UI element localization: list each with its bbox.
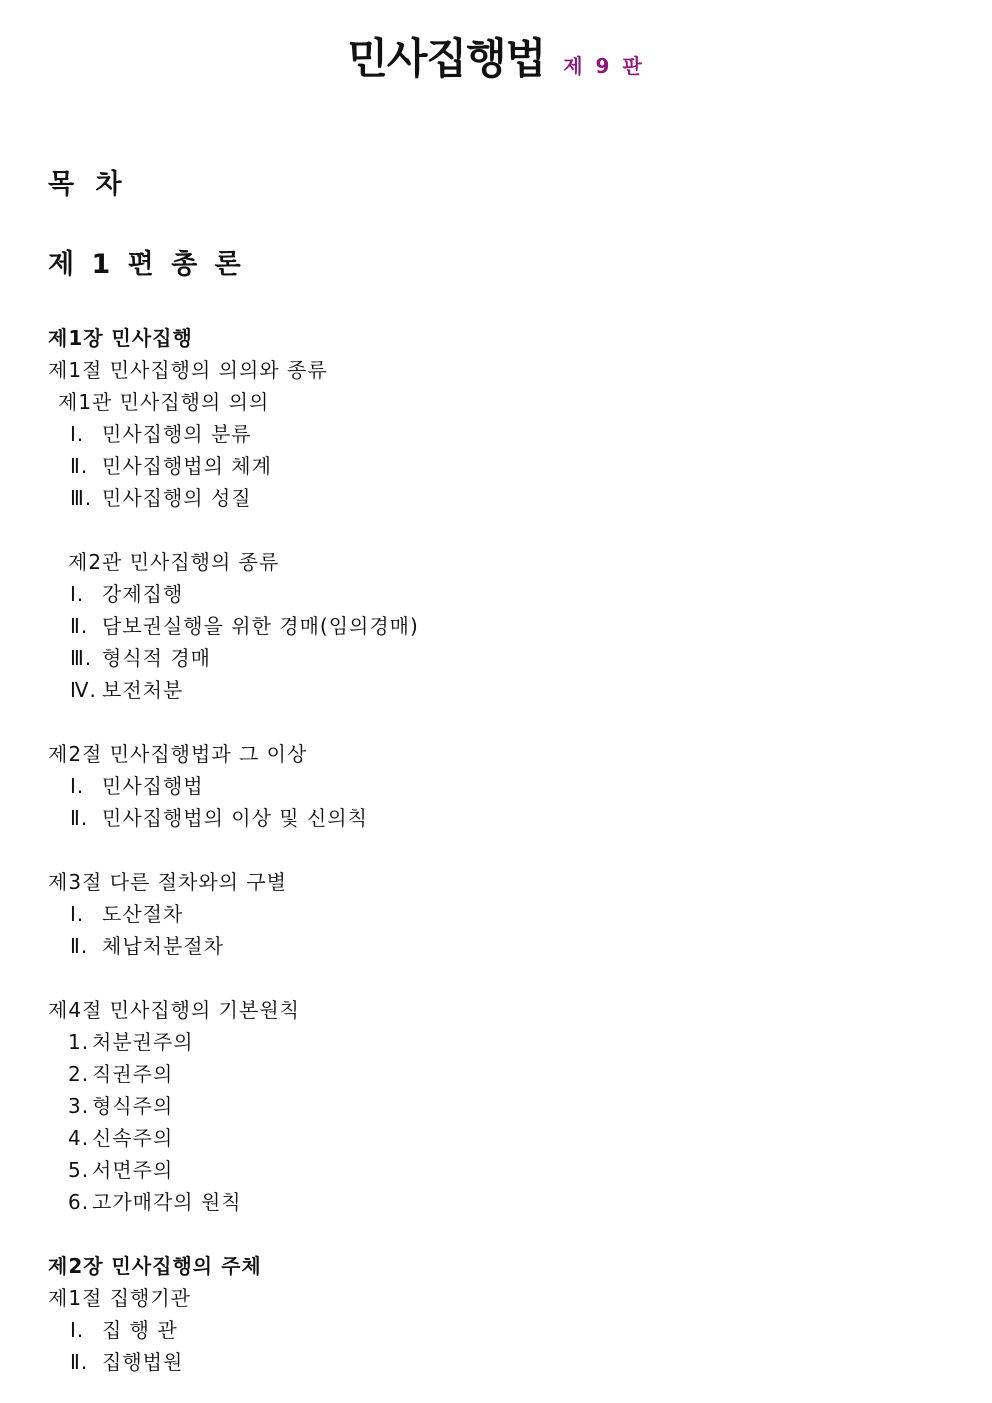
section-title: 제2절 민사집행법과 그 이상	[48, 742, 308, 766]
section-title: 제3절 다른 절차와의 구별	[48, 870, 287, 894]
toc-item	[0, 1058, 992, 1090]
toc-item	[0, 482, 992, 514]
toc-item	[0, 642, 992, 674]
toc-item-label: 도산절차	[102, 902, 184, 926]
number-marker: 2.	[68, 1062, 90, 1086]
spacer	[0, 834, 992, 866]
roman-marker: Ⅱ.	[70, 1350, 89, 1374]
toc-item-label: 신속주의	[92, 1126, 174, 1150]
spacer	[0, 1218, 992, 1250]
subsection-title: 제2관 민사집행의 종류	[68, 550, 280, 574]
toc-list	[0, 322, 992, 1378]
roman-marker: Ⅰ.	[70, 1318, 85, 1342]
roman-marker: Ⅳ.	[70, 678, 97, 702]
toc-item-label: 직권주의	[92, 1062, 174, 1086]
toc-item-label: 강제집행	[102, 582, 184, 606]
spacer	[0, 706, 992, 738]
roman-marker: Ⅰ.	[70, 422, 85, 446]
part-heading: 제 1 편 총 론	[48, 249, 245, 280]
toc-item	[0, 1090, 992, 1122]
chapter-title: 제1장 민사집행	[48, 326, 193, 350]
toc-item	[0, 610, 992, 642]
title-block	[0, 26, 992, 86]
section-title: 제1절 집행기관	[48, 1286, 192, 1310]
toc-item-label: 보전처분	[102, 678, 184, 702]
toc-item-label: 형식주의	[92, 1094, 174, 1118]
book-title: 민사집행법	[347, 34, 546, 83]
toc-item	[0, 1186, 992, 1218]
chapter-title: 제2장 민사집행의 주체	[48, 1254, 262, 1278]
toc-item	[0, 1346, 992, 1378]
roman-marker: Ⅰ.	[70, 902, 85, 926]
toc-item-label: 민사집행의 분류	[102, 422, 252, 446]
toc-item-label: 형식적 경매	[102, 646, 211, 670]
toc-item	[0, 1026, 992, 1058]
toc-item	[0, 578, 992, 610]
subsection-title: 제1관 민사집행의 의의	[58, 390, 270, 414]
toc-item	[0, 450, 992, 482]
toc-item-label: 민사집행법	[102, 774, 204, 798]
toc-item-label: 집 행 관	[102, 1318, 178, 1342]
toc-item-label: 처분권주의	[92, 1030, 194, 1054]
toc-item	[0, 1154, 992, 1186]
toc-item-label: 민사집행의 성질	[102, 486, 252, 510]
roman-marker: Ⅱ.	[70, 454, 89, 478]
toc-item-label: 집행법원	[102, 1350, 184, 1374]
roman-marker: Ⅲ.	[70, 646, 93, 670]
roman-marker: Ⅰ.	[70, 582, 85, 606]
toc-item-label: 민사집행법의 이상 및 신의칙	[102, 806, 368, 830]
roman-marker: Ⅲ.	[70, 486, 93, 510]
section-title: 제4절 민사집행의 기본원칙	[48, 998, 300, 1022]
toc-item-label: 민사집행법의 체계	[102, 454, 272, 478]
toc-heading: 목 차	[48, 169, 128, 200]
number-marker: 5.	[68, 1158, 90, 1182]
toc-item-label: 고가매각의 원칙	[92, 1190, 242, 1214]
toc-item	[0, 770, 992, 802]
section-title: 제1절 민사집행의 의의와 종류	[48, 358, 328, 382]
edition-label: 제 9 판	[563, 54, 645, 78]
toc-item	[0, 930, 992, 962]
toc-item-label: 서면주의	[92, 1158, 174, 1182]
roman-marker: Ⅱ.	[70, 806, 89, 830]
number-marker: 4.	[68, 1126, 90, 1150]
number-marker: 1.	[68, 1030, 90, 1054]
toc-item	[0, 898, 992, 930]
roman-marker: Ⅱ.	[70, 934, 89, 958]
spacer	[0, 962, 992, 994]
roman-marker: Ⅰ.	[70, 774, 85, 798]
number-marker: 6.	[68, 1190, 90, 1214]
toc-item	[0, 418, 992, 450]
spacer	[0, 514, 992, 546]
number-marker: 3.	[68, 1094, 90, 1118]
roman-marker: Ⅱ.	[70, 614, 89, 638]
toc-item	[0, 1122, 992, 1154]
toc-item-label: 담보권실행을 위한 경매(임의경매)	[102, 614, 419, 638]
toc-item	[0, 674, 992, 706]
toc-item	[0, 802, 992, 834]
toc-item	[0, 1314, 992, 1346]
toc-item-label: 체납처분절차	[102, 934, 224, 958]
